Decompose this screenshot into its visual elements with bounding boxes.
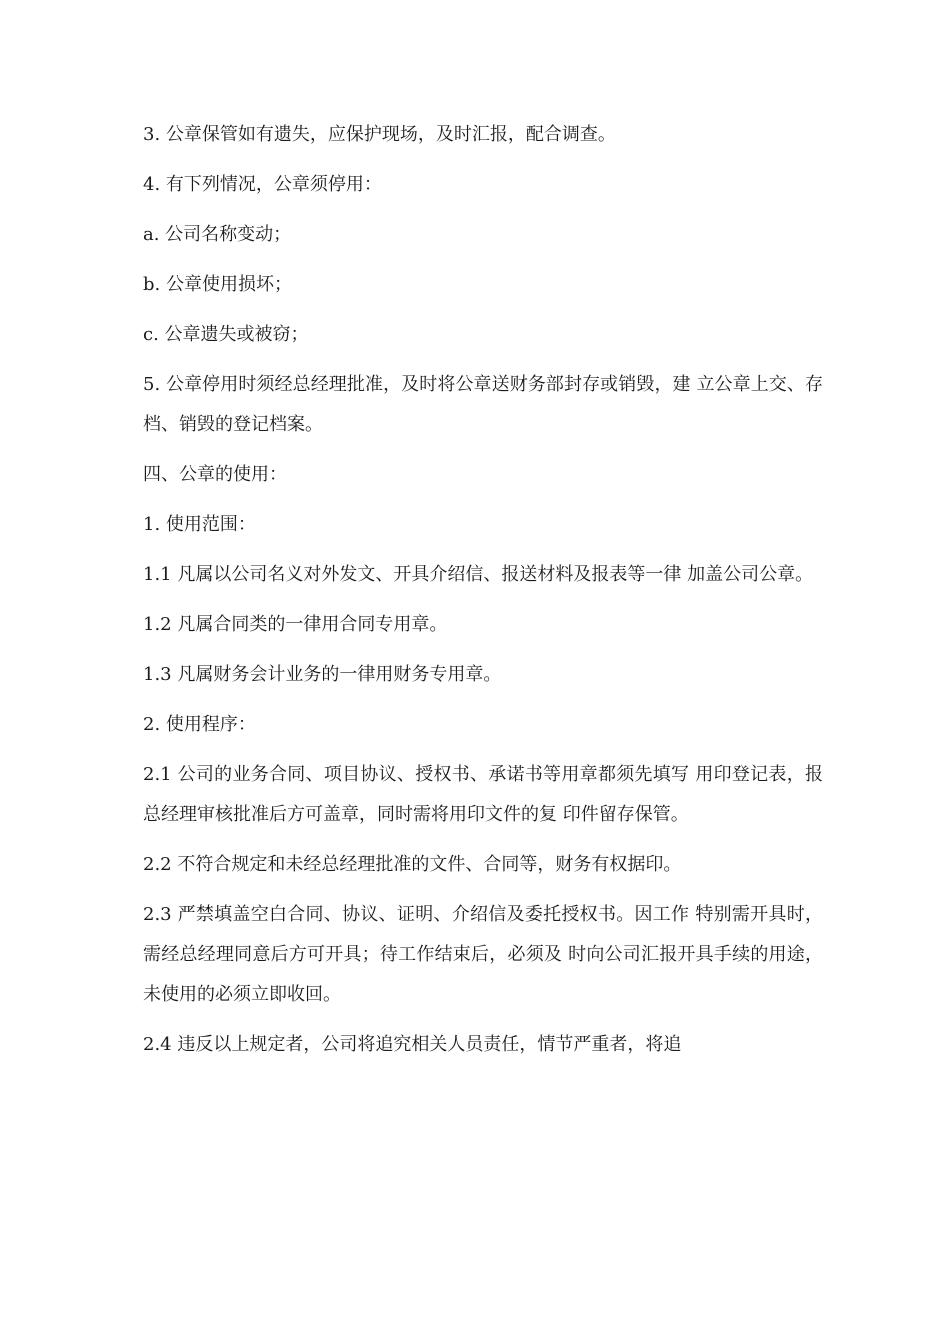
document-body [143,115,823,1075]
paragraph-seal-loss-report: 3. 公章保管如有遗失，应保护现场，及时汇报，配合调查。 [143,124,616,145]
paragraph-2-3: 2.3 严禁填盖空白合同、协议、证明、介绍信及委托授权书。因工作 特别需开具时，需经总经理同意后方可开具；待工作结束后，必须及 时向公司汇报开具手续的用途，未使用的必须立即收回。 [143,904,823,1005]
subheading-usage-scope: 1. 使用范围： [143,514,256,535]
paragraph-2-1: 2.1 公司的业务合同、项目协议、授权书、承诺书等用章都须先填写 用印登记表，报总经理审核批准后方可盖章，同时需将用印文件的复 印件留存保管。 [143,764,823,825]
paragraph-seal-suspension-conditions: 4. 有下列情况，公章须停用： [143,174,382,195]
paragraph-1-1: 1.1 凡属以公司名义对外发文、开具介绍信、报送材料及报表等一律 加盖公司公章。 [143,564,814,585]
paragraph-1-2: 1.2 凡属合同类的一律用合同专用章。 [143,614,448,635]
section-heading-seal-usage: 四、公章的使用： [143,464,287,485]
paragraph-condition-a: a. 公司名称变动； [143,224,292,245]
paragraph-2-4: 2.4 违反以上规定者，公司将追究相关人员责任，情节严重者，将追 [143,1034,682,1055]
paragraph-condition-c: c. 公章遗失或被窃； [143,324,309,345]
paragraph-1-3: 1.3 凡属财务会计业务的一律用财务专用章。 [143,664,502,685]
paragraph-condition-b: b. 公章使用损坏； [143,274,292,295]
paragraph-seal-suspension-approval: 5. 公章停用时须经总经理批准，及时将公章送财务部封存或销毁，建 立公章上交、存档、销毁的登记档案。 [143,374,823,435]
paragraph-2-2: 2.2 不符合规定和未经总经理批准的文件、合同等，财务有权据印。 [143,854,682,875]
subheading-usage-procedure: 2. 使用程序： [143,714,256,735]
